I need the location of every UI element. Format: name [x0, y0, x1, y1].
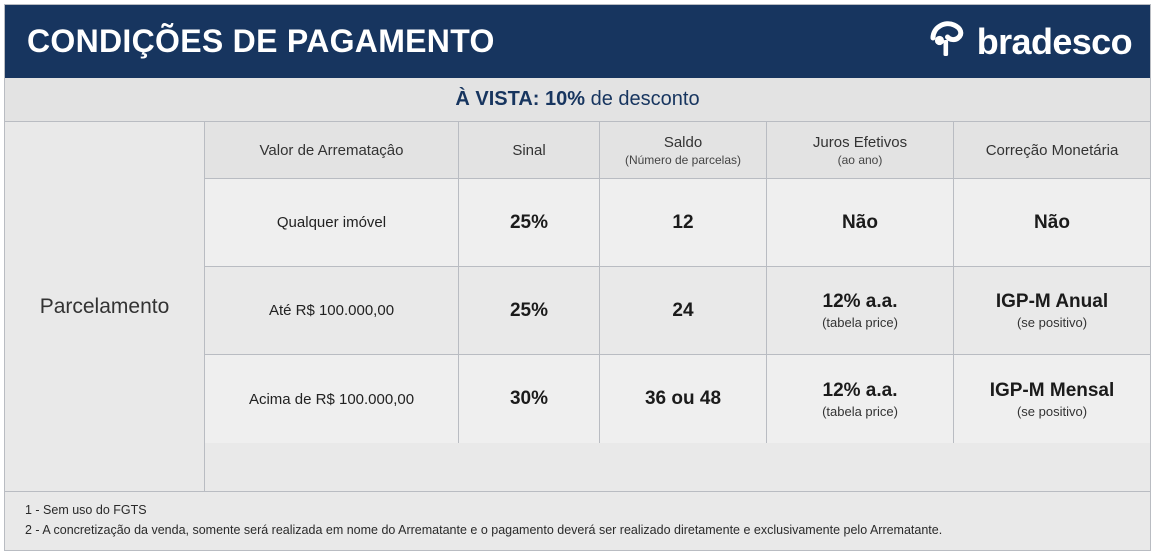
cell-juros: Não: [767, 179, 954, 266]
logo-wordmark: bradesco: [976, 20, 1132, 62]
document-header: [5, 5, 1150, 78]
footnote-item: 2 - A concretização da venda, somente será realizada em nome do Arrematante e o pagamento deverá ser realizado diretamente e exclusivamente pelo Arrematante.: [25, 522, 943, 537]
cell-valor: Qualquer imóvel: [205, 179, 459, 266]
column-header-saldo: Saldo (Número de parcelas): [600, 122, 767, 178]
cell-correcao: IGP-M Mensal (se positivo): [989, 379, 1115, 419]
column-header-sinal: Sinal: [459, 122, 600, 178]
conditions-card: [4, 4, 1151, 551]
table-row: [205, 355, 1150, 443]
cash-discount-suffix: de desconto: [585, 88, 700, 110]
table-row: [205, 267, 1150, 355]
cell-saldo: 24: [600, 267, 767, 354]
row-group-label: Parcelamento: [39, 294, 170, 318]
cell-juros: 12% a.a. (tabela price): [767, 267, 954, 354]
cash-discount-banner: [5, 78, 1150, 122]
cell-saldo: 36 ou 48: [600, 355, 767, 443]
footnote-item: 1 - Sem uso do FGTS: [25, 503, 147, 518]
column-header-valor: Valor de Arremataçâo: [205, 122, 459, 178]
cell-correcao: Não: [1034, 211, 1070, 233]
cell-saldo: 12: [600, 179, 767, 266]
table-row: [205, 179, 1150, 267]
cell-sinal: 30%: [459, 355, 600, 443]
conditions-table: [5, 122, 1150, 491]
table-grid: [205, 122, 1150, 491]
cell-juros: 12% a.a. (tabela price): [767, 355, 954, 443]
column-header-correcao: Correção Monetária: [985, 141, 1119, 159]
cash-discount-highlight: À VISTA: 10%: [455, 88, 586, 110]
row-group-label-cell: [5, 122, 205, 491]
cell-correcao: IGP-M Anual (se positivo): [995, 291, 1109, 330]
cell-sinal: 25%: [459, 179, 600, 266]
table-header-row: [205, 122, 1150, 179]
bradesco-logo: [925, 16, 1132, 67]
bradesco-tree-icon: [925, 16, 971, 67]
cash-discount-text: [455, 88, 699, 111]
cell-sinal: 25%: [459, 267, 600, 354]
cell-valor: Acima de R$ 100.000,00: [205, 355, 459, 443]
cell-valor: Até R$ 100.000,00: [205, 267, 459, 354]
page-title: CONDIÇÕES DE PAGAMENTO: [27, 23, 495, 59]
column-header-juros: Juros Efetivos (ao ano): [767, 122, 954, 178]
footnotes: [5, 491, 1150, 550]
